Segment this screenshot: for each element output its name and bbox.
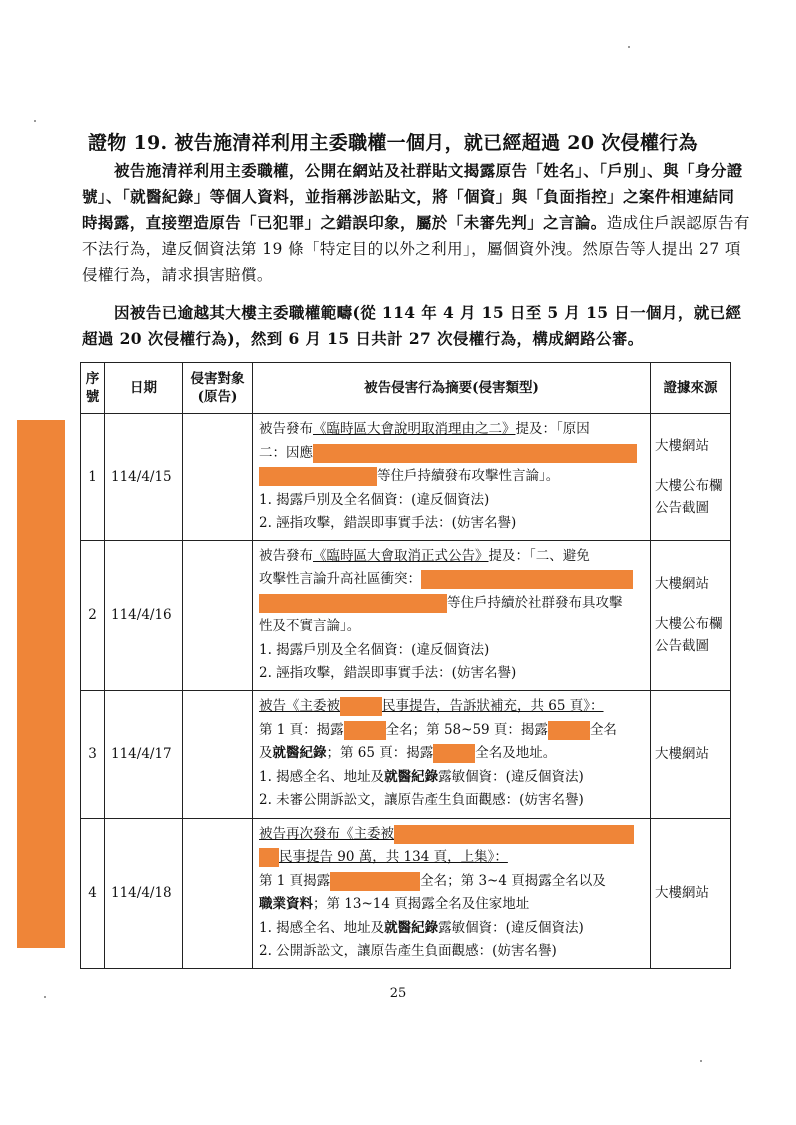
table-row: [81, 540, 731, 690]
source-text: 大樓網站: [655, 576, 709, 592]
act-text: 等住戶持續發布攻擊性言論」。: [377, 468, 560, 484]
header-target-line2: (原告): [197, 389, 238, 405]
row-no: 3: [81, 690, 105, 818]
row-no: 4: [81, 818, 105, 968]
act-item: 露敏個資：(違反個資法): [438, 919, 584, 936]
row-act: [253, 414, 651, 541]
source-text: 大樓公布欄: [655, 477, 723, 494]
row-act: [253, 818, 651, 968]
summary-bold-text: 被告施清祥利用主委職權，公開在網站及社群貼文揭露原告「姓名」、「戶別」、與「身分證號」、「就醫紀錄」等個人資料，並指稱涉訟貼文，將「個資」與「負面指控」之案件相連結同時揭露，直接塑造原告「已犯罪」之錯誤印象，屬於「未審先判」之言論。: [82, 161, 743, 232]
conclusion-text: 因被告已逾越其大樓主委職權範疇(從 114 年 4 月 15 日至 5 月 15 日一個月，就已經超過 20 次侵權行為)，然到 6 月 15 日共計 27 次侵權行為，構成網路公審。: [82, 303, 742, 348]
act-emphasis: 就醫紀錄: [384, 919, 439, 936]
row-source: [651, 414, 731, 541]
paragraph-summary: [82, 158, 750, 288]
act-title: 被告《主委被: [259, 698, 340, 715]
table-row: [81, 690, 731, 818]
act-text: 第 1 頁：揭露: [259, 721, 344, 738]
row-target-redacted: [183, 414, 253, 541]
page-number: 25: [389, 986, 407, 1001]
act-text: 第 1 頁揭露: [259, 872, 331, 889]
act-text: 全名；第 58~59 頁：揭露: [385, 721, 548, 738]
exhibit-heading: 證物 19. 被告施清祥利用主委職權一個月，就已經超過 20 次侵權行為: [88, 132, 698, 154]
redaction-block: [259, 848, 279, 867]
act-title: 《臨時區大會取消正式公告》: [313, 547, 489, 564]
header-target: [183, 363, 253, 414]
header-no: [81, 363, 105, 414]
paragraph-conclusion: [82, 300, 750, 352]
row-act: [253, 690, 651, 818]
act-text: 全名: [589, 721, 617, 738]
act-title: 民事提告 90 萬，共 134 頁，上集》：: [279, 849, 508, 865]
act-emphasis: 就醫紀錄: [384, 768, 439, 785]
act-text: 被告發布: [259, 421, 313, 437]
row-source: [651, 690, 731, 818]
act-item: 露敏個資：(違反個資法): [438, 768, 584, 785]
redaction-block: [313, 444, 637, 463]
source-text: 公告截圖: [655, 499, 709, 516]
row-source: [651, 540, 731, 690]
table-row: [81, 414, 731, 541]
header-no-line2: 號: [85, 389, 100, 405]
source-text: 大樓公布欄: [655, 616, 723, 632]
act-text: 被告發布: [259, 547, 313, 564]
infringement-table: [80, 362, 731, 969]
act-emphasis: 職業資料: [259, 896, 313, 912]
table-row: [81, 818, 731, 968]
source-text: 大樓網站: [655, 885, 709, 901]
header-date: 日期: [105, 363, 183, 414]
redaction-block: [330, 872, 420, 891]
act-text: 全名及地址。: [475, 745, 557, 762]
act-text: 二：因應: [259, 444, 313, 461]
redaction-block: [421, 570, 633, 589]
redaction-block: [394, 825, 634, 844]
act-item: 1. 揭感全名、地址及: [259, 768, 385, 785]
act-title: 《臨時區大會說明取消理由之二》: [313, 421, 516, 437]
redaction-block: [259, 467, 377, 486]
source-text: 大樓網站: [655, 437, 709, 454]
header-no-line1: 序: [85, 371, 100, 387]
act-item: 2. 誣指攻擊，錯誤即事實手法：(妨害名譽): [259, 515, 517, 531]
row-target-redacted: [183, 540, 253, 690]
row-no: 1: [81, 414, 105, 541]
row-source: [651, 818, 731, 968]
act-title: 被告再次發布《主委被: [259, 825, 394, 842]
summary-normal-text: 造成住戶誤認原告有不法行為，違反個資法第 19 條「特定目的以外之利用」，屬個資外洩。然原告等人提出 27 項侵權行為，請求損害賠償。: [82, 214, 750, 284]
source-text: 大樓網站: [655, 746, 709, 762]
row-no: 2: [81, 540, 105, 690]
act-item: 2. 誣指攻擊，錯誤即事實手法：(妨害名譽): [259, 665, 517, 681]
row-date: 114/4/18: [105, 818, 183, 968]
header-source: 證據來源: [651, 363, 731, 414]
row-date: 114/4/17: [105, 690, 183, 818]
row-act: [253, 540, 651, 690]
redaction-block: [340, 697, 382, 716]
row-target-redacted: [183, 690, 253, 818]
act-text: 等住戶持續於社群發布具攻擊: [447, 594, 623, 611]
redaction-block: [548, 721, 590, 740]
scan-speck: [700, 1060, 702, 1062]
scan-speck: [44, 996, 46, 998]
table-header-row: [81, 363, 731, 414]
act-item: 1. 揭露戶別及全名個資：(違反個資法): [259, 641, 490, 658]
act-emphasis: 就醫紀錄: [272, 745, 327, 762]
header-target-line1: 侵害對象: [190, 371, 245, 387]
header-act: 被告侵害行為摘要(侵害類型): [253, 363, 651, 414]
act-text: 提及：「原因: [515, 421, 590, 437]
act-text: 性及不實言論」。: [259, 618, 361, 634]
source-text: 公告截圖: [655, 638, 709, 654]
row-date: 114/4/16: [105, 540, 183, 690]
act-text: ；第 65 頁：揭露: [326, 745, 434, 762]
act-item: 1. 揭感全名、地址及: [259, 919, 385, 936]
row-date: 114/4/15: [105, 414, 183, 541]
scan-speck: [34, 120, 36, 122]
act-title: 民事提告，告訴狀補充，共 65 頁》：: [382, 698, 604, 715]
act-item: 2. 未審公開訴訟文，讓原告產生負面觀感：(妨害名譽): [259, 792, 584, 809]
act-item: 2. 公開訴訟文，讓原告產生負面觀感：(妨害名譽): [259, 943, 557, 959]
act-text: 提及：「二、避免: [488, 547, 590, 564]
act-text: 及: [259, 745, 273, 762]
redaction-block: [433, 744, 475, 763]
scan-speck: [628, 46, 630, 48]
row-target-redacted: [183, 818, 253, 968]
redaction-block: [259, 594, 447, 613]
act-text: ；第 13~14 頁揭露全名及住家地址: [313, 896, 530, 912]
act-text: 攻擊性言論升高社區衝突：: [259, 571, 421, 587]
redaction-block: [344, 721, 386, 740]
act-item: 1. 揭露戶別及全名個資：(違反個資法): [259, 491, 490, 508]
act-text: 全名；第 3~4 頁揭露全名以及: [420, 872, 606, 889]
redaction-target-column: [17, 420, 65, 948]
